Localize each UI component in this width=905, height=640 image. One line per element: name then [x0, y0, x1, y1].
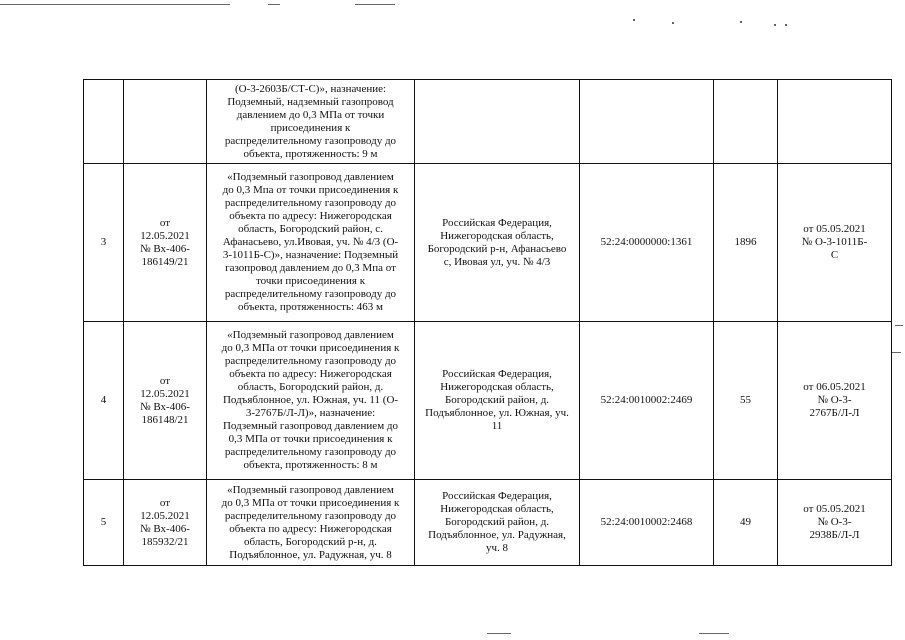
scan-artifact-line [895, 325, 903, 326]
scan-artifact-dot [633, 19, 635, 21]
scan-artifact-line [699, 633, 729, 634]
scan-artifact-dot [672, 22, 674, 24]
cadastral-number [580, 80, 714, 164]
object-description: «Подземный газопровод давлением до 0,3 МПа от точки присоединения к распределительному газопроводу до объекта по адресу: Нижегородская область, Богородский район, д. Подъяблонное, ул. Южная, уч. 11 (О- 3-2767Б/Л-Л)», назначение: Подземный газопровод давлением до 0,3 МПа от точки присоединения к распределительному газопроводу до объекта, протяженность: 8 м [207, 322, 415, 480]
row-number: 3 [84, 164, 124, 322]
table-row [84, 80, 892, 164]
area-value: 1896 [714, 164, 778, 322]
scan-artifact-dot [774, 24, 776, 26]
row-number: 5 [84, 480, 124, 566]
permits-table [83, 79, 892, 566]
row-number: 4 [84, 322, 124, 480]
cadastral-number: 52:24:0010002:2468 [580, 480, 714, 566]
object-description: (О-3-2603Б/СТ-С)», назначение: Подземный, надземный газопровод давлением до 0,3 МПа от точки присоединения к распределительному газопроводу до объекта, протяженность: 9 м [207, 80, 415, 164]
table-row [84, 480, 892, 566]
request-date-number: от 12.05.2021 № Вх-406- 186149/21 [124, 164, 207, 322]
object-address: Российская Федерация, Нижегородская область, Богородский район, д. Подъяблонное, ул. Радужная, уч. 8 [415, 480, 580, 566]
permit-info: от 05.05.2021 № О-3-1011Б- С [778, 164, 892, 322]
object-address [415, 80, 580, 164]
scan-artifact-dot [740, 21, 742, 23]
cadastral-number: 52:24:0010002:2469 [580, 322, 714, 480]
table-row [84, 164, 892, 322]
object-address: Российская Федерация, Нижегородская область, Богородский р-н, Афанасьево с, Ивовая ул, уч. № 4/3 [415, 164, 580, 322]
scan-artifact-line [268, 4, 280, 5]
permit-info: от 05.05.2021 № О-3- 2938Б/Л-Л [778, 480, 892, 566]
object-description: «Подземный газопровод давлением до 0,3 МПа от точки присоединения к распределительному газопроводу до объекта по адресу: Нижегородская область, Богородский р-н, д. Подъяблонное, ул. Радужная, уч. 8 [207, 480, 415, 566]
scan-artifact-line [355, 4, 395, 5]
table-row [84, 322, 892, 480]
scan-artifact-line [891, 352, 901, 353]
row-number [84, 80, 124, 164]
request-date-number [124, 80, 207, 164]
area-value [714, 80, 778, 164]
scan-artifact-line [487, 633, 511, 634]
object-address: Российская Федерация, Нижегородская область, Богородский район, д. Подъяблонное, ул. Южная, уч. 11 [415, 322, 580, 480]
permit-info: от 06.05.2021 № О-3- 2767Б/Л-Л [778, 322, 892, 480]
request-date-number: от 12.05.2021 № Вх-406- 185932/21 [124, 480, 207, 566]
area-value: 49 [714, 480, 778, 566]
permit-info [778, 80, 892, 164]
scan-artifact-dot [785, 24, 787, 26]
request-date-number: от 12.05.2021 № Вх-406- 186148/21 [124, 322, 207, 480]
area-value: 55 [714, 322, 778, 480]
cadastral-number: 52:24:0000000:1361 [580, 164, 714, 322]
scan-artifact-line [0, 4, 230, 5]
object-description: «Подземный газопровод давлением до 0,3 Мпа от точки присоединения к распределительному газопроводу до объекта по адресу: Нижегородская область, Богородский район, с. Афанасьево, ул.Ивовая, уч. № 4/3 (О- 3-1011Б-С)», назначение: Подземный газопровод давлением до 0,3 Мпа от точки присоединения к распределительному газопроводу до объекта, протяженность: 463 м [207, 164, 415, 322]
